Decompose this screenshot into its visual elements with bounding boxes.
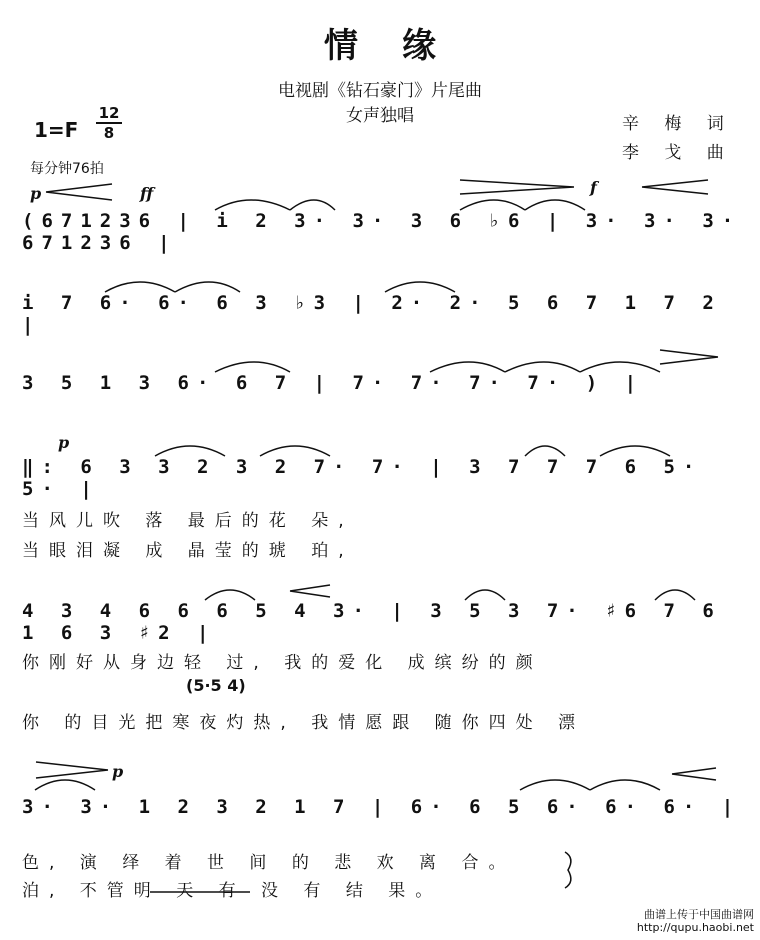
slur [525, 200, 585, 210]
slur [35, 780, 95, 790]
crescendo-hairpin-4 [290, 585, 330, 597]
lyrics-verse1-line2: 你刚好从身边轻 过, 我的爱化 成缤纷的颜 [22, 653, 543, 673]
key-signature: 1=F [34, 118, 79, 142]
slur [465, 590, 505, 600]
crescendo-hairpin-6 [672, 768, 716, 780]
dynamic-p: p [30, 184, 42, 203]
slur [290, 200, 335, 210]
song-subtitle: 电视剧《钻石豪门》片尾曲 [278, 81, 482, 101]
dynamic-p-verse: p [58, 433, 70, 452]
lyricist-credit: 辛 梅 词 [622, 114, 734, 134]
slur [155, 446, 225, 456]
slur [590, 780, 660, 790]
slur [525, 446, 565, 456]
performer-note: 女声独唱 [346, 106, 414, 126]
slur [175, 282, 240, 292]
decrescendo-hairpin-5 [36, 762, 108, 778]
crescendo-hairpin [46, 184, 112, 200]
decrescendo-hairpin-3 [660, 350, 718, 364]
site-watermark [637, 908, 754, 934]
music-line-6: 3· 3· 1 2 3 2 1 7 | 6· 6 5 6· 6· 6· | [22, 796, 742, 818]
music-line-2: i 7 6· 6· 6 3 ♭3 | 2· 2· 5 6 7 1 7 2 | [22, 292, 722, 336]
crescendo-hairpin-2 [642, 180, 708, 194]
dynamic-ff: ff [140, 184, 154, 203]
slur [505, 362, 580, 372]
composer-credit: 李 戈 曲 [622, 143, 734, 163]
lyrics-verse2-line1: 当眼泪凝 成 晶莹的琥 珀, [22, 541, 354, 561]
music-line-4: ‖: 6 3 3 2 3 2 7· 7· | 3 7 7 7 6 5· 5· | [22, 456, 703, 500]
lyrics-verse1-line3: 色, 演 绎 着 世 间 的 悲 欢 离 合。 [22, 853, 516, 873]
watermark-line2: http://qupu.haobi.net [636, 921, 754, 934]
dynamic-f: f [590, 178, 597, 197]
lyrics-verse2-line3: 泊, 不管明 天 有 没 有 结 果。 [22, 881, 443, 901]
slur [260, 446, 330, 456]
decrescendo-hairpin [460, 180, 574, 194]
slur [215, 362, 290, 372]
slur [655, 590, 695, 600]
slur [520, 780, 590, 790]
lyrics-verse1-line1: 当风儿吹 落 最后的花 朵, [22, 511, 354, 531]
dynamic-p-last: p [112, 762, 124, 781]
slur [460, 200, 525, 210]
slur [215, 200, 290, 210]
alt-notes: (5·5 4) [186, 676, 246, 695]
watermark-line1: 曲谱上传于中国曲谱网 [644, 908, 754, 921]
time-signature-top: 12 [98, 104, 120, 122]
time-signature-bottom: 8 [96, 122, 122, 142]
tempo-marking: 每分钟76拍 [30, 161, 104, 177]
slur [105, 282, 175, 292]
slur [430, 362, 505, 372]
music-line-1: (671236 | i 2 3· 3· 3 6 ♭6 | 3· 3· 3· 671236 | [22, 210, 742, 254]
lyrics-verse2-line2: 你 的目光把寒夜灼热, 我情愿跟 随你四处 漂 [22, 713, 586, 733]
music-line-5: 4 3 4 6 6 6 5 4 3· | 3 5 3 7· ♯6 7 6 1 6 3 ♯2 | [22, 600, 722, 644]
song-title: 情缘 [324, 26, 480, 66]
music-line-3: 3 5 1 3 6· 6 7 | 7· 7· 7· 7· ) | [22, 372, 645, 394]
slur [580, 362, 660, 372]
slur [385, 282, 455, 292]
slur [205, 590, 255, 600]
slur [600, 446, 670, 456]
